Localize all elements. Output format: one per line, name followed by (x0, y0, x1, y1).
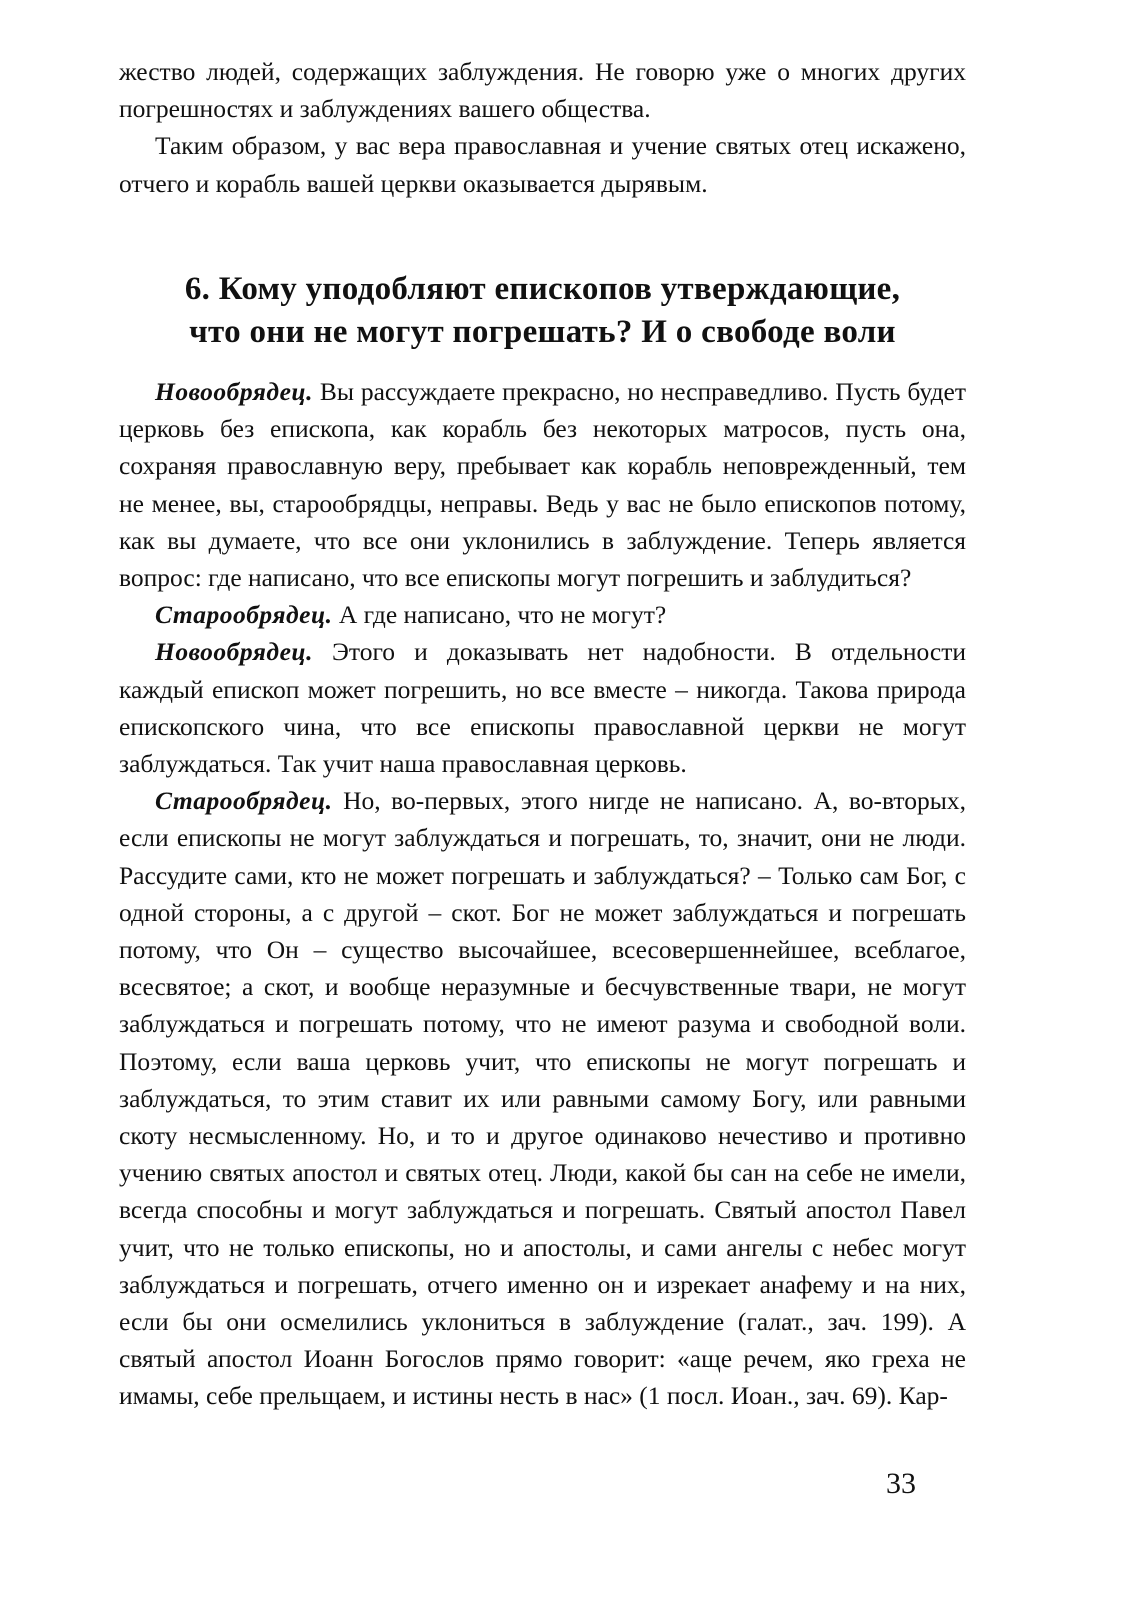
dialogue-text (119, 373, 966, 1415)
dialogue-paragraph (119, 373, 966, 596)
section-heading (119, 268, 966, 354)
speaker-name: Новообрядец. (155, 377, 313, 406)
dialogue-paragraph (119, 782, 966, 1414)
speaker-name: Старообрядец. (155, 786, 333, 816)
dialogue-paragraph (119, 633, 966, 782)
dialogue-text: А где написано, что не могут? (332, 600, 667, 630)
intro-paragraph-2: Таким образом, у вас вера православная и учение святых отец искажено, отчего и корабль вашей церкви оказывается дырявым. (119, 131, 966, 198)
intro-paragraph-1: жество людей, содержащих заблуждения. Не говорю уже о многих других погрешностях и заблуждениях вашего общества. (119, 57, 966, 124)
dialogue-text: Но, во-первых, этого нигде не написано. А, во-вторых, если епископы не могут заблуждаться и погрешать, то, значит, они не люди. Рассудите сами, кто не может погрешать и заблуждаться? – Только сам Бог, с одной стороны, а с другой – скот. Бог не может заблуждаться и погрешать потому, что Он – существо высочайшее, всесовершеннейшее, всеблагое, всесвятое; а скот, и вообще неразумные и бесчувственные твари, не могут заблуждаться и погрешать потому, что не имеют разума и свободной воли. Поэтому, если ваша церковь учит, что епископы не могут погрешать и заблуждаться, то этим ставит их или равными самому Богу, или равными скоту несмысленному. Но, и то и другое одинаково нечестиво и противно учению святых апостол и святых отец. Люди, какой бы сан на себе не имели, всегда способны и могут заблуждаться и погрешать. Святый апостол Павел учит, что не только епископы, но и апостолы, и сами ангелы с небес могут заблуждаться и погрешать, отчего именно он и изрекает анафему и на них, если бы они осмелились уклониться в заблуждение (галат., зач. 199). А святый апостол Иоанн Богослов прямо говорит: «аще речем, яко греха не имамы, себе прельщаем, и истины несть в нас» (1 посл. Иоан., зач. 69). Кар- (119, 786, 966, 1411)
speaker-name: Новообрядец. (155, 637, 313, 667)
speaker-name: Старообрядец. (155, 600, 333, 630)
dialogue-paragraph (119, 596, 966, 633)
dialogue-text: Вы рассуждаете прекрасно, но несправедливо. Пусть будет церковь без епископа, как корабль без некоторых матросов, пусть она, сохраняя православную веру, пребывает как корабль неповрежденный, тем не менее, вы, старообрядцы, неправы. Ведь у вас не было епископов потому, как вы думаете, что все они уклонились в заблуждение. Теперь является вопрос: где написано, что все епископы могут погрешить и заблудиться? (119, 377, 966, 593)
page-number: 33 (886, 1467, 916, 1500)
section-heading-line-1: 6. Кому уподобляют епископов утверждающие, (184, 271, 901, 307)
section-heading-line-2: что они не могут погрешать? И о свободе воли (189, 314, 896, 350)
intro-text (119, 53, 966, 202)
dialogue-text: Этого и доказывать нет надобности. В отдельности каждый епископ может погрешить, но все вместе – никогда. Такова природа епископского чина, что все епископы православной церкви не могут заблуждаться. Так учит наша православная церковь. (119, 637, 966, 779)
